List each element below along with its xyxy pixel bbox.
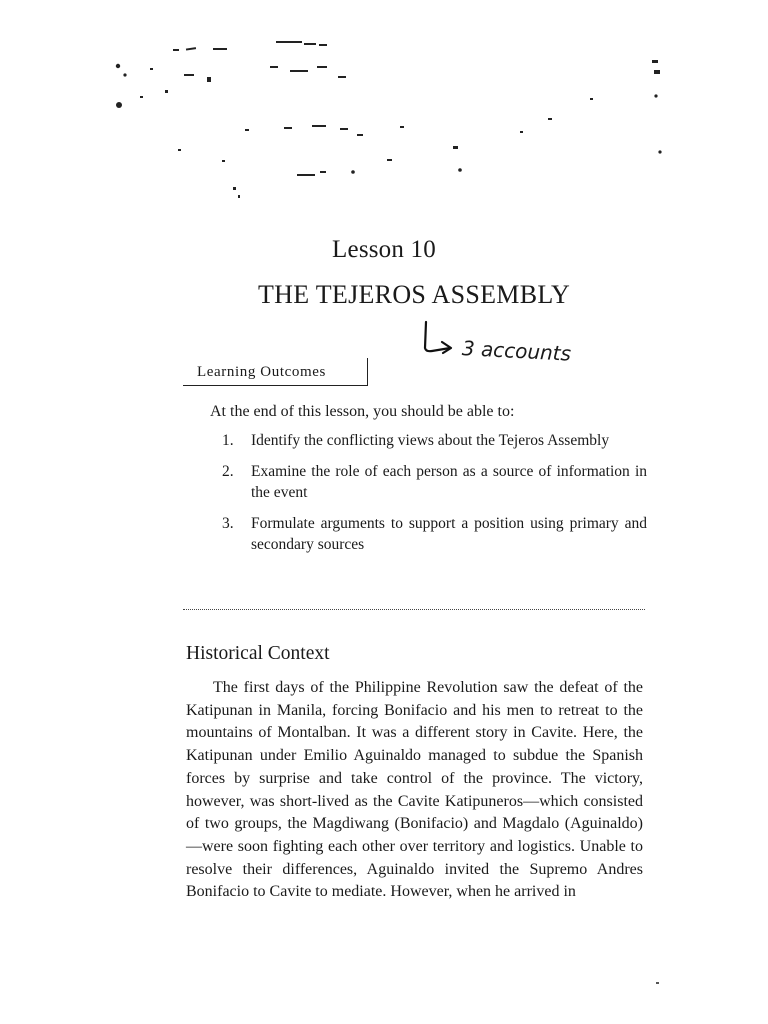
dotted-divider — [183, 609, 645, 610]
outcome-text: Identify the conflicting views about the Tejeros Assembly — [251, 432, 610, 449]
outcome-number: 1. — [222, 432, 234, 449]
outcome-number: 2. — [222, 463, 234, 480]
body-paragraph: The first days of the Philippine Revolution saw the defeat of the Katipunan in Manila, forcing Bonifacio and his men to retreat to the mountains of Montalban. It was a different story in Cavite. Here, the Katipunan under Emilio Aguinaldo managed to subdue the Spanish forces by surprise and take control of the province. The victory, however, was short-lived as the Cavite Katipuneros—which consisted of two groups, the Magdiwang (Bonifacio) and Magdalo (Aguinaldo)—were soon fighting each other over territory and logistics. Unable to resolve their differences, Aguinaldo invited the Supremo Andres Bonifacio to Cavite to mediate. However, when he arrived in — [186, 679, 643, 901]
lesson-number: Lesson 10 — [332, 236, 436, 263]
handwritten-note-text: 3 accounts — [461, 336, 572, 366]
outcome-text: Examine the role of each person as a source of information in the event — [251, 463, 647, 501]
section-heading: Historical Context — [186, 643, 330, 664]
outcomes-intro: At the end of this lesson, you should be able to: — [210, 403, 515, 420]
curved-arrow-down-right-icon — [420, 320, 460, 360]
learning-outcomes-box — [183, 358, 368, 386]
handwritten-annotation — [420, 320, 610, 368]
outcome-item — [222, 513, 647, 555]
outcome-number: 3. — [222, 515, 234, 532]
scan-noise-marks — [0, 0, 768, 230]
lesson-title: THE TEJEROS ASSEMBLY — [257, 280, 571, 309]
learning-outcomes-label: Learning Outcomes — [197, 364, 326, 380]
outcome-text: Formulate arguments to support a position using primary and secondary sources — [251, 515, 647, 553]
scan-mark — [656, 982, 659, 984]
outcome-item — [222, 461, 647, 503]
outcomes-list — [222, 430, 647, 565]
outcome-item — [222, 430, 647, 451]
